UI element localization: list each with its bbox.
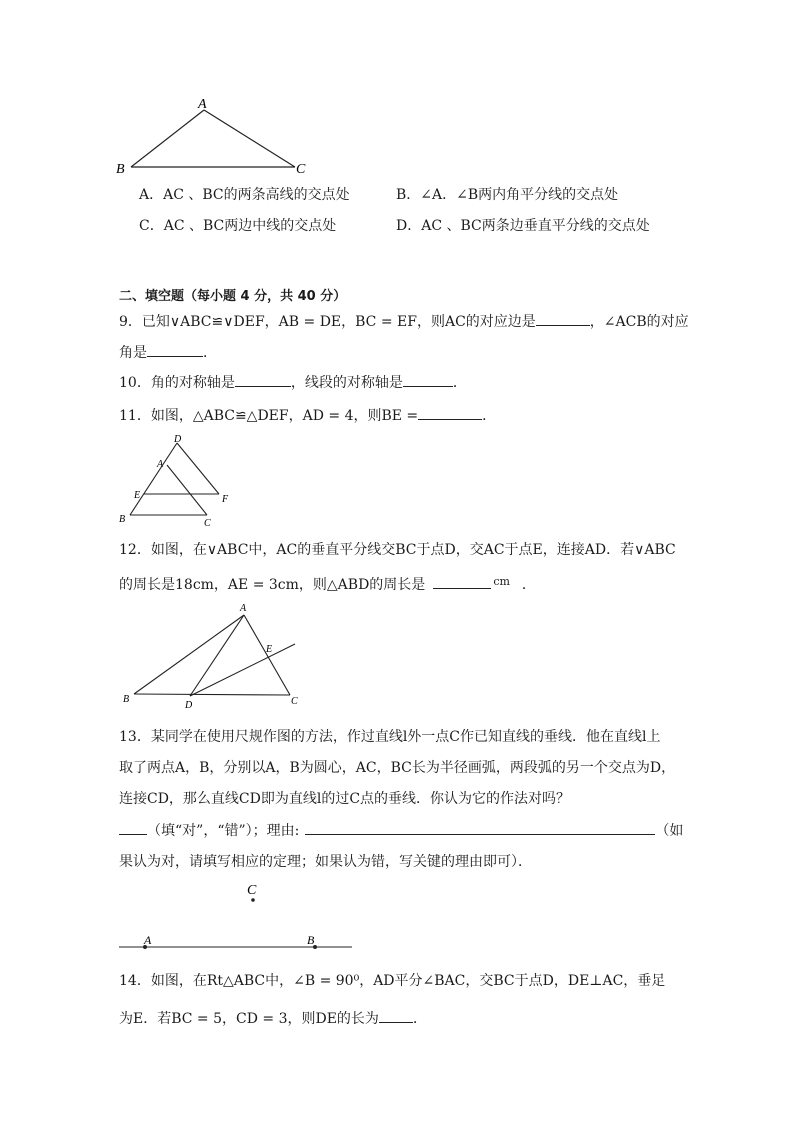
- segment-ab: [131, 110, 204, 167]
- answer-blank[interactable]: [418, 405, 482, 420]
- question-13-line-4: [119, 820, 683, 841]
- question-13-text-4b: （如: [655, 823, 684, 839]
- answer-blank[interactable]: [433, 574, 491, 589]
- question-13-figure: [115, 878, 360, 954]
- answer-blank[interactable]: [119, 820, 147, 835]
- segment-df: [177, 443, 219, 494]
- question-9-text-end: ，∠ACB的对应: [589, 314, 689, 330]
- label-a: A: [157, 459, 164, 470]
- segment-ac: [244, 615, 290, 695]
- question-13-line-1: 13．某同学在使用尺规作图的方法，作过直线l外一点C作已知直线的垂线．他在直线l上: [119, 729, 661, 745]
- question-9-text-2: 角是: [119, 345, 147, 361]
- option-a: A．AC 、BC的两条高线的交点处: [139, 187, 350, 203]
- segment-db: [130, 443, 177, 515]
- question-11-figure: [112, 430, 242, 530]
- question-9-line-2: [119, 342, 217, 363]
- segment-ab: [134, 615, 244, 694]
- question-11-text-end: ．: [482, 408, 497, 424]
- question-13-text-4a: （填“对”，“错”）；理由:: [147, 823, 300, 839]
- question-12-figure: [115, 598, 305, 710]
- question-13-line-5: 果认为对，请填写相应的定理；如果认为错，写关键的理由即可）．: [119, 854, 532, 870]
- question-14-text-end: ．: [412, 1011, 427, 1027]
- question-14-text: 为E．若BC = 5，CD = 3，则DE的长为: [119, 1011, 379, 1027]
- answer-blank[interactable]: [403, 372, 453, 387]
- label-c: C: [291, 696, 298, 707]
- question-11-text: 11．如图，△ABC≌△DEF，AD = 4，则BE =: [119, 408, 419, 424]
- label-d: D: [185, 700, 193, 710]
- question-14-line-2: [119, 1008, 427, 1029]
- answer-blank[interactable]: [147, 342, 203, 357]
- vertex-label-b: B: [116, 162, 125, 177]
- label-e: E: [266, 644, 273, 655]
- label-f: F: [222, 494, 229, 505]
- question-11: [119, 405, 496, 426]
- option-c: C．AC 、BC两边中线的交点处: [139, 218, 337, 234]
- question-12-text-end: ．: [521, 577, 536, 593]
- question-8-triangle-figure: [110, 92, 320, 184]
- question-13-line-3: 连接CD，那么直线CD即为直线l的过C点的垂线．你认为它的作法对吗？: [119, 791, 571, 807]
- vertex-label-a: A: [198, 97, 207, 112]
- label-e: E: [134, 490, 141, 501]
- question-9-text: 9．已知∨ABC≌∨DEF，AB = DE，BC = EF，则AC的对应边是: [119, 314, 536, 330]
- reason-blank[interactable]: [305, 820, 655, 835]
- question-12-line-1: 12．如图，在∨ABC中，AC的垂直平分线交BC于点D，交AC于点E，连接AD．若∨ABC: [119, 542, 676, 558]
- answer-blank[interactable]: [379, 1008, 413, 1023]
- segment-ac: [204, 110, 295, 167]
- label-c: C: [247, 883, 257, 898]
- label-b: B: [119, 514, 126, 525]
- point-c: [251, 898, 255, 902]
- label-b: B: [307, 933, 315, 947]
- option-d: D．AC 、BC两条边垂直平分线的交点处: [396, 218, 650, 234]
- label-a: A: [144, 933, 152, 947]
- question-10-text-b: ，线段的对称轴是: [290, 375, 403, 391]
- question-12-line-2: [119, 572, 536, 595]
- segment-bc: [134, 694, 290, 695]
- option-b: B．∠A．∠B两内角平分线的交点处: [396, 187, 619, 203]
- label-d: D: [174, 434, 182, 445]
- segment-ad: [190, 615, 244, 696]
- perpendicular-bisector: [190, 644, 295, 696]
- label-a: A: [240, 603, 247, 614]
- question-10-text-a: 10．角的对称轴是: [119, 375, 235, 391]
- question-13-line-2: 取了两点A，B，分别以A，B为圆心，AC，BC长为半径画弧，两段弧的另一个交点为D，: [119, 760, 676, 776]
- question-9-text-2-end: ．: [203, 345, 217, 361]
- unit-cm: cm: [493, 575, 510, 588]
- answer-blank[interactable]: [235, 372, 291, 387]
- question-10-text-c: ．: [452, 375, 467, 391]
- label-c: C: [204, 518, 211, 529]
- vertex-label-c: C: [296, 162, 306, 177]
- question-9-line-1: [119, 311, 689, 332]
- section-title: 二、填空题（每小题 4 分，共 40 分）: [119, 289, 347, 304]
- question-12-text: 的周长是18cm，AE = 3cm，则△ABD的周长是: [119, 577, 426, 593]
- answer-blank[interactable]: [536, 311, 590, 326]
- question-14-line-1: 14．如图，在Rt△ABC中，∠B = 90⁰，AD平分∠BAC，交BC于点D，DE⊥AC，垂足: [119, 973, 666, 989]
- question-10: [119, 372, 467, 393]
- label-b: B: [123, 694, 130, 705]
